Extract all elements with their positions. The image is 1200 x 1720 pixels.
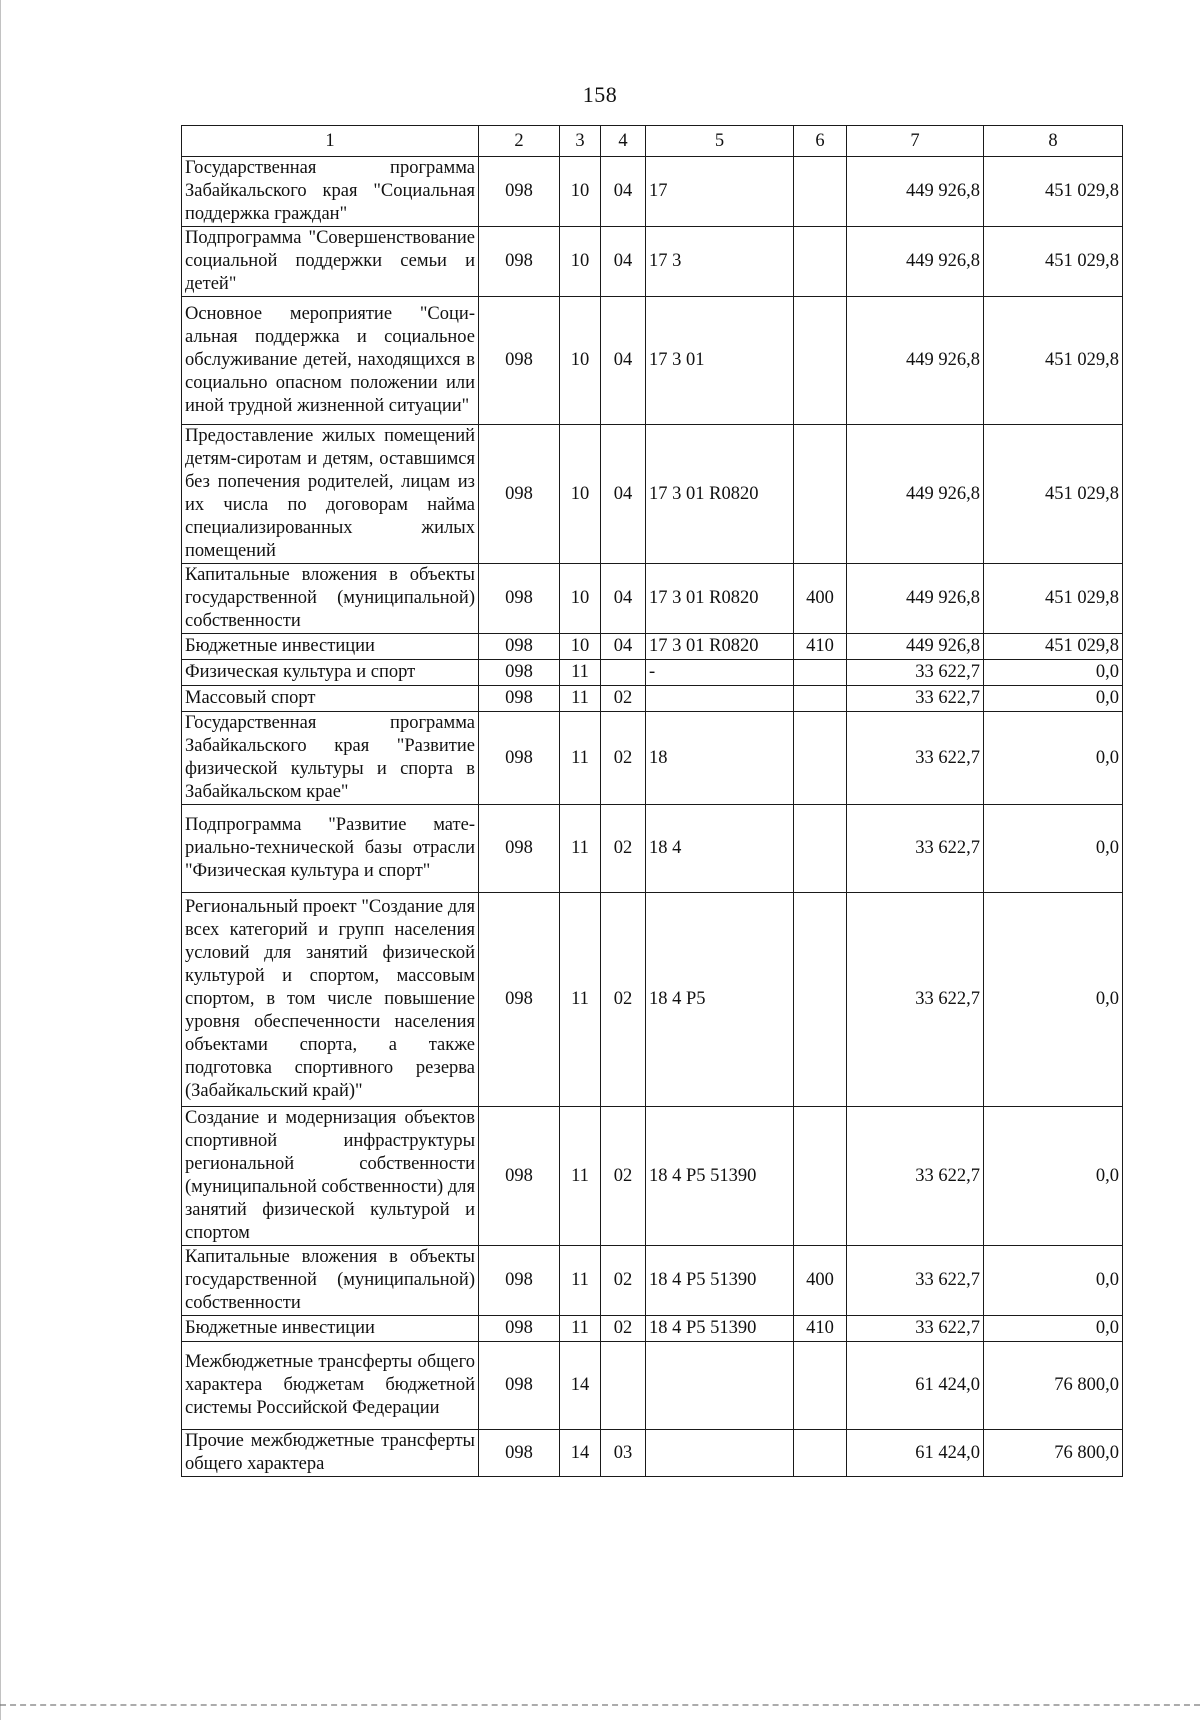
row-amount-year1-cell: 33 622,7 (847, 1316, 984, 1342)
table-row (182, 1107, 1123, 1246)
row-subsection-cell: 02 (601, 1246, 646, 1316)
row-subsection-cell: 04 (601, 634, 646, 660)
table-row (182, 297, 1123, 425)
row-ministry-code-cell: 098 (479, 297, 560, 425)
header-col-2: 2 (479, 126, 560, 157)
row-amount-year1-cell: 33 622,7 (847, 1246, 984, 1316)
table-row (182, 712, 1123, 805)
header-col-8: 8 (984, 126, 1123, 157)
row-section-cell: 11 (560, 1107, 601, 1246)
row-amount-year1-cell: 449 926,8 (847, 157, 984, 227)
table-row (182, 425, 1123, 564)
row-target-article-cell (646, 1430, 794, 1477)
row-name-cell: Создание и модернизация объектов спортивной инфраструктуры региональной собственности (муниципальной собственности) для занятий физической культурой и спортом (182, 1107, 479, 1246)
row-section-cell: 10 (560, 634, 601, 660)
row-ministry-code-cell: 098 (479, 1107, 560, 1246)
header-col-6: 6 (794, 126, 847, 157)
row-amount-year1-cell: 449 926,8 (847, 297, 984, 425)
row-name-cell: Капитальные вложения в объекты государственной (муниципальной) собственности (182, 564, 479, 634)
table-row (182, 686, 1123, 712)
row-ministry-code-cell: 098 (479, 660, 560, 686)
row-ministry-code-cell: 098 (479, 1316, 560, 1342)
row-target-article-cell (646, 1342, 794, 1430)
table-row (182, 1246, 1123, 1316)
row-subsection-cell: 02 (601, 1316, 646, 1342)
row-expense-type-cell (794, 1430, 847, 1477)
row-target-article-cell: 18 4 P5 51390 (646, 1246, 794, 1316)
row-section-cell: 14 (560, 1430, 601, 1477)
row-subsection-cell: 02 (601, 712, 646, 805)
row-name-cell: Физическая культура и спорт (182, 660, 479, 686)
table-body (182, 157, 1123, 1477)
row-name-cell: Основное мероприятие "Социальная поддержка и социальное обслуживание детей, находящихся в социально опасном положении или иной трудной жизненной ситуации" (182, 297, 479, 425)
row-subsection-cell: 02 (601, 1107, 646, 1246)
row-expense-type-cell (794, 425, 847, 564)
row-ministry-code-cell: 098 (479, 157, 560, 227)
row-subsection-cell: 02 (601, 805, 646, 893)
row-amount-year2-cell: 451 029,8 (984, 227, 1123, 297)
row-subsection-cell (601, 660, 646, 686)
row-ministry-code-cell: 098 (479, 1246, 560, 1316)
row-section-cell: 14 (560, 1342, 601, 1430)
header-col-1: 1 (182, 126, 479, 157)
row-subsection-cell: 02 (601, 893, 646, 1107)
row-expense-type-cell: 410 (794, 1316, 847, 1342)
table-row (182, 634, 1123, 660)
row-name-cell: Подпрограмма "Развитие материально-технической базы отрасли "Физическая культура и спорт" (182, 805, 479, 893)
row-expense-type-cell (794, 712, 847, 805)
row-expense-type-cell (794, 660, 847, 686)
row-target-article-cell: 18 4 P5 51390 (646, 1316, 794, 1342)
row-subsection-cell: 04 (601, 564, 646, 634)
row-name-cell: Прочие межбюджетные трансферты общего характера (182, 1430, 479, 1477)
row-section-cell: 10 (560, 564, 601, 634)
row-target-article-cell: 18 4 P5 51390 (646, 1107, 794, 1246)
row-amount-year2-cell: 451 029,8 (984, 297, 1123, 425)
row-ministry-code-cell: 098 (479, 1430, 560, 1477)
row-target-article-cell: 17 3 (646, 227, 794, 297)
row-expense-type-cell (794, 157, 847, 227)
row-name-cell: Бюджетные инвестиции (182, 1316, 479, 1342)
row-name-cell: Региональный проект "Создание для всех категорий и групп населения условий для занятий физической культурой и спортом, массовым спортом, в том числе повышение уровня обеспеченности населения объектами спорта, а также подготовка спортивного резерва (Забайкальский край)" (182, 893, 479, 1107)
row-amount-year2-cell: 0,0 (984, 660, 1123, 686)
row-amount-year1-cell: 33 622,7 (847, 805, 984, 893)
row-amount-year1-cell: 33 622,7 (847, 1107, 984, 1246)
row-section-cell: 11 (560, 805, 601, 893)
row-expense-type-cell (794, 805, 847, 893)
row-target-article-cell: 17 3 01 R0820 (646, 425, 794, 564)
table-row (182, 893, 1123, 1107)
row-ministry-code-cell: 098 (479, 634, 560, 660)
row-section-cell: 11 (560, 1316, 601, 1342)
header-row (182, 126, 1123, 157)
header-col-4: 4 (601, 126, 646, 157)
scan-bottom-edge (0, 1704, 1200, 1706)
row-amount-year1-cell: 449 926,8 (847, 564, 984, 634)
row-section-cell: 10 (560, 425, 601, 564)
page-number: 158 (582, 82, 618, 107)
header-col-5: 5 (646, 126, 794, 157)
row-amount-year1-cell: 33 622,7 (847, 712, 984, 805)
row-amount-year2-cell: 451 029,8 (984, 634, 1123, 660)
row-ministry-code-cell: 098 (479, 712, 560, 805)
row-amount-year2-cell: 451 029,8 (984, 157, 1123, 227)
row-target-article-cell: 18 4 P5 (646, 893, 794, 1107)
row-subsection-cell: 04 (601, 425, 646, 564)
row-section-cell: 11 (560, 660, 601, 686)
row-amount-year1-cell: 33 622,7 (847, 893, 984, 1107)
row-target-article-cell: 17 3 01 R0820 (646, 634, 794, 660)
row-subsection-cell: 04 (601, 227, 646, 297)
row-name-cell: Подпрограмма "Совершенствование социальной поддержки семьи и детей" (182, 227, 479, 297)
row-expense-type-cell (794, 893, 847, 1107)
table-row (182, 227, 1123, 297)
row-subsection-cell: 03 (601, 1430, 646, 1477)
row-name-cell: Предоставление жилых помещений детям-сиротам и детям, оставшимся без попечения родителей, лицам из их числа по договорам найма специализированных жилых помещений (182, 425, 479, 564)
row-target-article-cell: 18 (646, 712, 794, 805)
row-section-cell: 10 (560, 297, 601, 425)
row-amount-year2-cell: 0,0 (984, 1107, 1123, 1246)
row-amount-year1-cell: 61 424,0 (847, 1430, 984, 1477)
row-amount-year1-cell: 33 622,7 (847, 686, 984, 712)
row-section-cell: 10 (560, 157, 601, 227)
header-col-7: 7 (847, 126, 984, 157)
row-target-article-cell (646, 686, 794, 712)
row-amount-year2-cell: 0,0 (984, 805, 1123, 893)
row-name-cell: Государственная программа Забайкальского края "Развитие физической культуры и спорта в Забайкальском крае" (182, 712, 479, 805)
row-section-cell: 10 (560, 227, 601, 297)
row-amount-year1-cell: 449 926,8 (847, 227, 984, 297)
row-amount-year1-cell: 61 424,0 (847, 1342, 984, 1430)
row-name-cell: Массовый спорт (182, 686, 479, 712)
table-row (182, 157, 1123, 227)
row-amount-year2-cell: 0,0 (984, 686, 1123, 712)
budget-table (181, 125, 1123, 1477)
row-section-cell: 11 (560, 1246, 601, 1316)
table-row (182, 805, 1123, 893)
row-expense-type-cell: 400 (794, 564, 847, 634)
row-section-cell: 11 (560, 712, 601, 805)
row-amount-year2-cell: 451 029,8 (984, 425, 1123, 564)
row-target-article-cell: 18 4 (646, 805, 794, 893)
row-amount-year2-cell: 76 800,0 (984, 1430, 1123, 1477)
table-row (182, 660, 1123, 686)
table-row (182, 1342, 1123, 1430)
row-ministry-code-cell: 098 (479, 227, 560, 297)
row-expense-type-cell (794, 686, 847, 712)
row-subsection-cell (601, 1342, 646, 1430)
row-amount-year2-cell: 76 800,0 (984, 1342, 1123, 1430)
row-ministry-code-cell: 098 (479, 1342, 560, 1430)
row-section-cell: 11 (560, 686, 601, 712)
row-amount-year1-cell: 33 622,7 (847, 660, 984, 686)
row-amount-year1-cell: 449 926,8 (847, 634, 984, 660)
header-col-3: 3 (560, 126, 601, 157)
row-ministry-code-cell: 098 (479, 805, 560, 893)
row-subsection-cell: 02 (601, 686, 646, 712)
scan-left-edge (0, 0, 1, 1720)
row-amount-year2-cell: 0,0 (984, 893, 1123, 1107)
row-target-article-cell: 17 (646, 157, 794, 227)
row-expense-type-cell (794, 297, 847, 425)
row-name-cell: Межбюджетные трансферты общего характера бюджетам бюджетной системы Российской Федерации (182, 1342, 479, 1430)
row-section-cell: 11 (560, 893, 601, 1107)
row-expense-type-cell (794, 1342, 847, 1430)
row-ministry-code-cell: 098 (479, 425, 560, 564)
row-amount-year2-cell: 0,0 (984, 1316, 1123, 1342)
row-target-article-cell: 17 3 01 (646, 297, 794, 425)
row-expense-type-cell (794, 1107, 847, 1246)
row-expense-type-cell (794, 227, 847, 297)
row-subsection-cell: 04 (601, 157, 646, 227)
row-amount-year2-cell: 451 029,8 (984, 564, 1123, 634)
row-amount-year1-cell: 449 926,8 (847, 425, 984, 564)
row-name-cell: Капитальные вложения в объекты государственной (муниципальной) собственности (182, 1246, 479, 1316)
row-amount-year2-cell: 0,0 (984, 1246, 1123, 1316)
row-subsection-cell: 04 (601, 297, 646, 425)
table-row (182, 564, 1123, 634)
row-expense-type-cell: 400 (794, 1246, 847, 1316)
row-target-article-cell: - (646, 660, 794, 686)
row-name-cell: Государственная программа Забайкальского края "Социальная поддержка граждан" (182, 157, 479, 227)
row-target-article-cell: 17 3 01 R0820 (646, 564, 794, 634)
row-ministry-code-cell: 098 (479, 893, 560, 1107)
row-name-cell: Бюджетные инвестиции (182, 634, 479, 660)
table-row (182, 1316, 1123, 1342)
table-header (182, 126, 1123, 157)
row-amount-year2-cell: 0,0 (984, 712, 1123, 805)
row-ministry-code-cell: 098 (479, 686, 560, 712)
row-expense-type-cell: 410 (794, 634, 847, 660)
table-row (182, 1430, 1123, 1477)
row-ministry-code-cell: 098 (479, 564, 560, 634)
